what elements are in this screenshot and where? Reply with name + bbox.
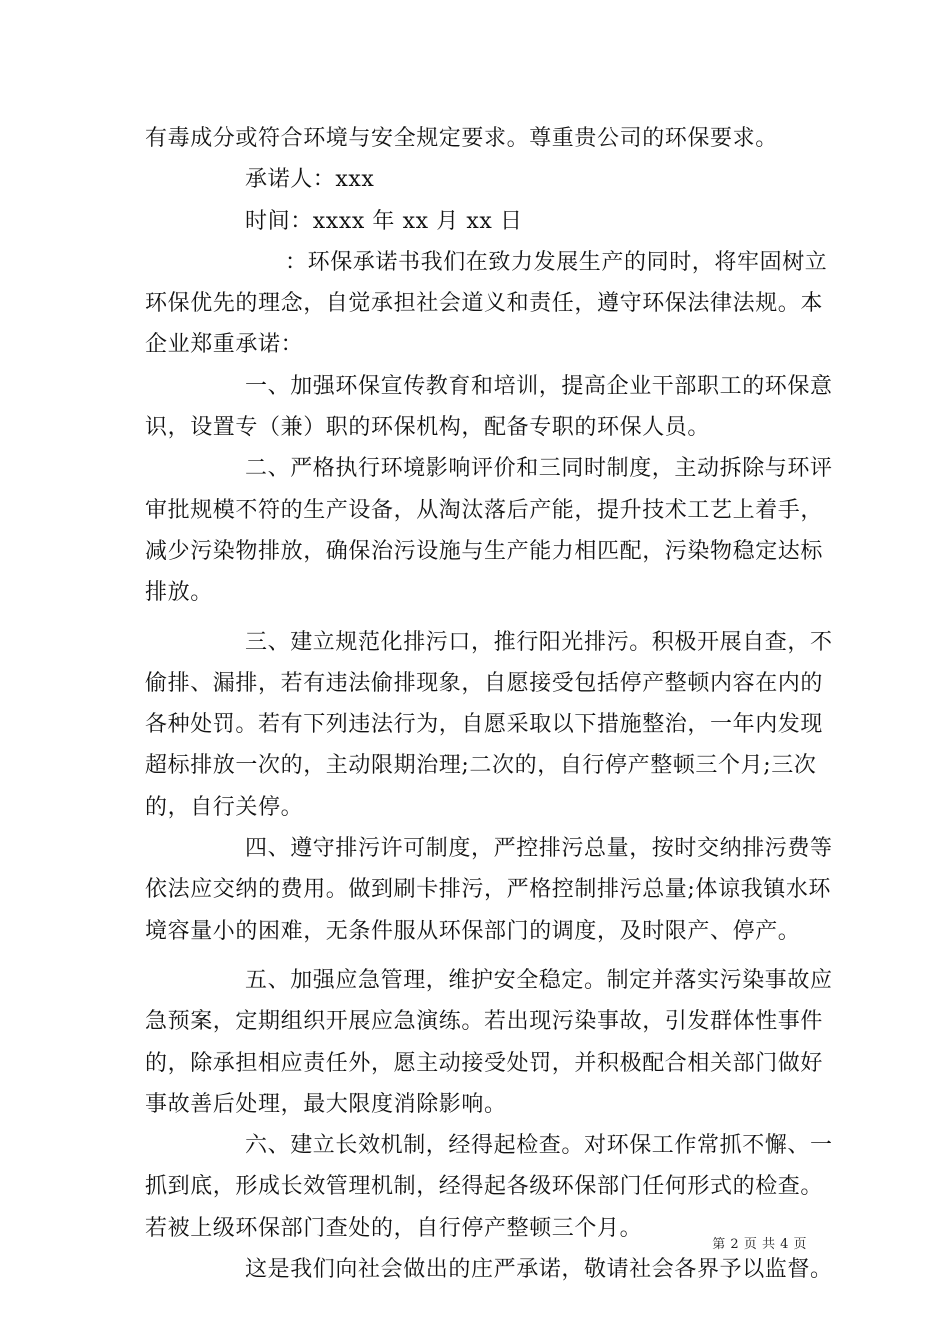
document-body: [145, 118, 835, 1290]
paragraph-item-6: 六、建立长效机制，经得起检查。对环保工作常抓不懈、一抓到底，形成长效管理机制，经得起各级环保部门任何形式的检查。若被上级环保部门查处的，自行停产整顿三个月。: [145, 1133, 833, 1241]
paragraph-intro-continuation: 有毒成分或符合环境与安全规定要求。尊重贵公司的环保要求。: [145, 126, 778, 151]
paragraph-item-3: 三、建立规范化排污口，推行阳光排污。积极开展自查，不偷排、漏排，若有违法偷排现象，自愿接受包括停产整顿内容在内的各种处罚。若有下列违法行为，自愿采取以下措施整治，一年内发现超标排放一次的，主动限期治理;二次的，自行停产整顿三个月;三次的，自行关停。: [145, 629, 833, 820]
paragraph-item-4: 四、遵守排污许可制度，严控排污总量，按时交纳排污费等依法应交纳的费用。做到刷卡排污，严格控制排污总量;体谅我镇水环境容量小的困难，无条件服从环保部门的调度，及时限产、停产。: [145, 836, 833, 944]
paragraph-item-2: 二、严格执行环境影响评价和三同时制度，主动拆除与环评审批规模不符的生产设备，从淘汰落后产能，提升技术工艺上着手，减少污染物排放，确保治污设施与生产能力相匹配，污染物稳定达标排放。: [145, 456, 833, 606]
paragraph-item-5: 五、加强应急管理，维护安全稳定。制定并落实污染事故应急预案，定期组织开展应急演练。若出现污染事故，引发群体性事件的，除承担相应责任外，愿主动接受处罚，并积极配合相关部门做好事故善后处理，最大限度消除影响。: [145, 967, 833, 1117]
paragraph-closing: 这是我们向社会做出的庄严承诺，敬请社会各界予以监督。: [245, 1257, 833, 1283]
page-number-footer: 第 2 页 共 4 页: [712, 1237, 807, 1252]
date-line: 时间：xxxx 年 xx 月 xx 日: [245, 208, 523, 234]
paragraph-pledge-intro: ：环保承诺书我们在致力发展生产的同时，将牢固树立环保优先的理念，自觉承担社会道义和责任，遵守环保法律法规。本企业郑重承诺：: [145, 249, 828, 358]
signatory-line: 承诺人：xxx: [245, 167, 375, 193]
paragraph-item-1: 一、加强环保宣传教育和培训，提高企业干部职工的环保意识，设置专（兼）职的环保机构，配备专职的环保人员。: [145, 373, 833, 441]
